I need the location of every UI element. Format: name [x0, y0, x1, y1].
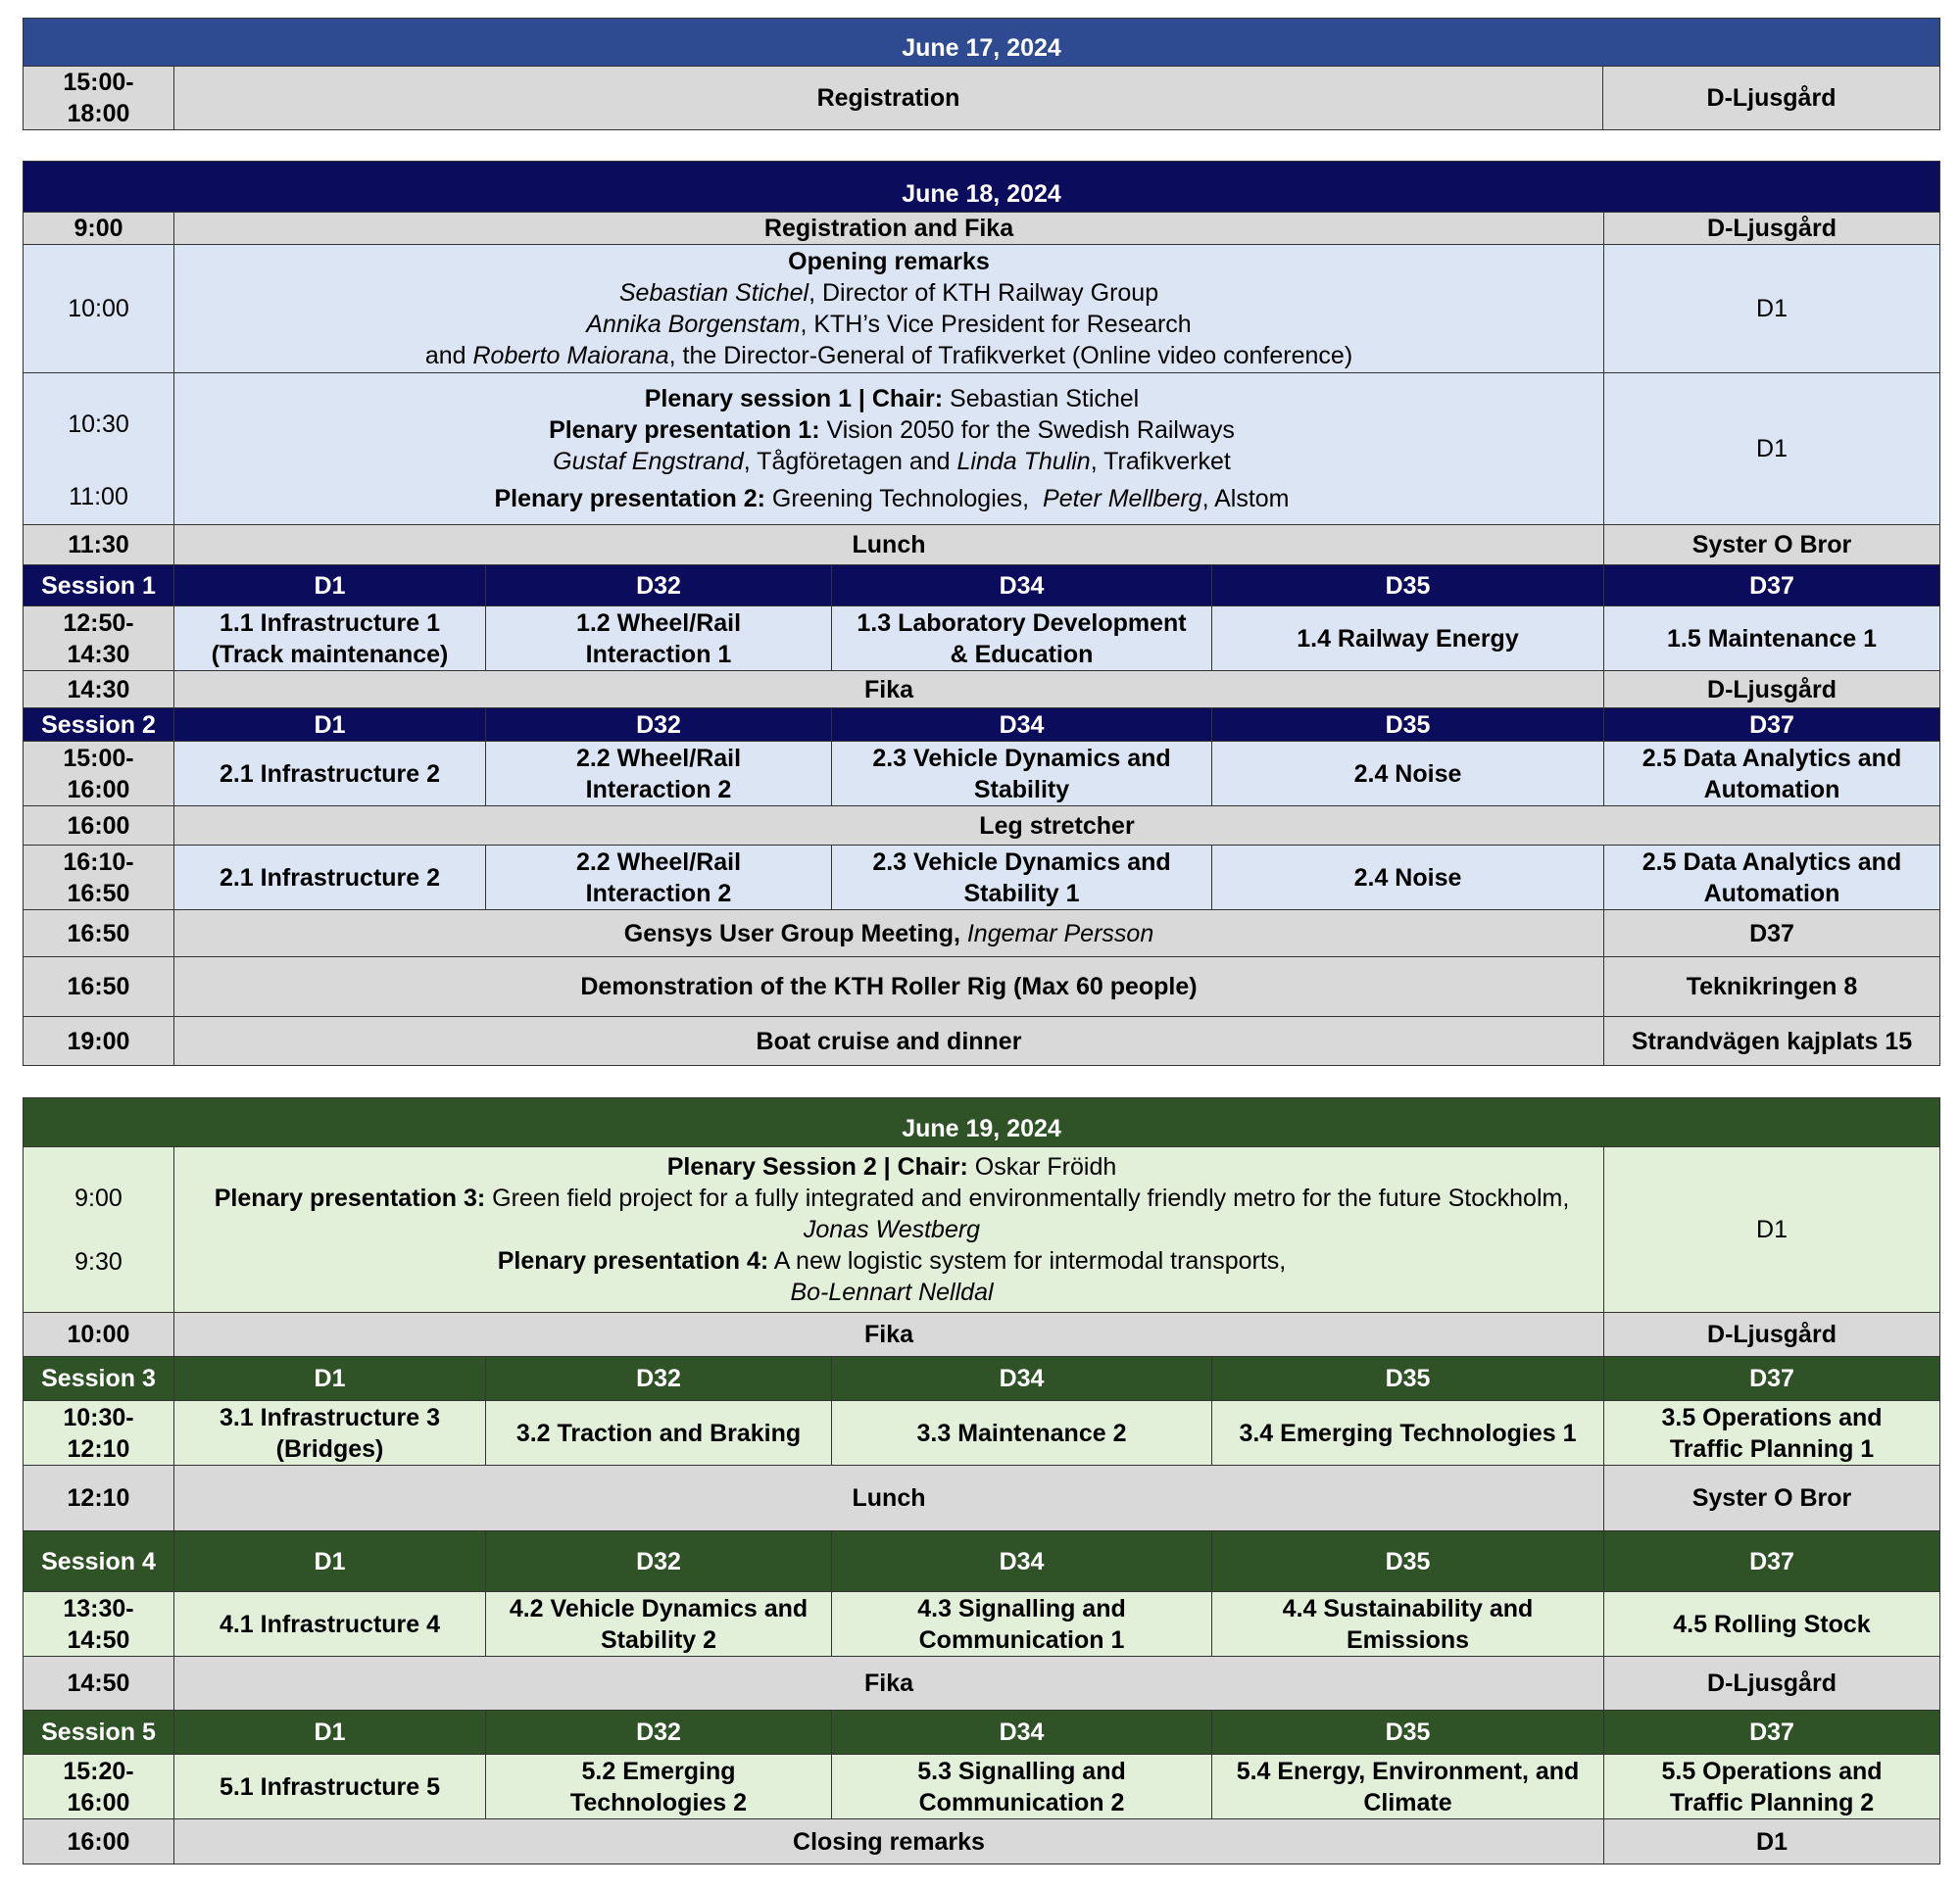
session1-room-header: D32	[486, 565, 832, 606]
session2-track: 2.3 Vehicle Dynamics and Stability	[832, 742, 1212, 806]
plenary-presentation-4	[188, 1245, 1595, 1277]
day2-registration-room: D-Ljusgård	[1604, 213, 1940, 245]
opening-remarks-time: 10:00	[24, 245, 174, 373]
plenary2-time-start: 9:00	[74, 1185, 122, 1212]
session4-room-header: D35	[1212, 1531, 1604, 1592]
day1-registration-time: 15:00- 18:00	[24, 67, 174, 130]
connector-text: and	[424, 342, 473, 369]
plenary1-time-start: 10:30	[68, 411, 129, 438]
demo-room: Teknikringen 8	[1604, 957, 1940, 1017]
day2-registration-event: Registration and Fika	[174, 213, 1604, 245]
gensys-room: D37	[1604, 910, 1940, 957]
plenary1-time-second: 11:00	[69, 483, 128, 510]
session1-room-header: D35	[1212, 565, 1604, 606]
demo-time: 16:50	[24, 957, 174, 1017]
speaker-affiliation: , Tågföretagen and	[743, 448, 957, 475]
speaker-role: , KTH’s Vice President for Research	[800, 311, 1192, 338]
plenary-presentation-1-speakers	[188, 446, 1595, 477]
speaker-affiliation: , Trafikverket	[1090, 448, 1231, 475]
day2-fika-time: 14:30	[24, 671, 174, 708]
presentation-label: Plenary presentation 2:	[494, 485, 765, 512]
speaker-name: Roberto Maiorana	[472, 342, 669, 369]
session2b-track: 2.1 Infrastructure 2	[174, 846, 486, 910]
session3-room-header: D32	[486, 1357, 832, 1401]
session1-room-header: D34	[832, 565, 1212, 606]
closing-room: D1	[1604, 1819, 1940, 1864]
session2-time: 15:00- 16:00	[24, 742, 174, 806]
session5-label: Session 5	[24, 1711, 174, 1755]
day2-lunch-room: Syster O Bror	[1604, 525, 1940, 565]
day2-fika-room: D-Ljusgård	[1604, 671, 1940, 708]
day3-fika2-event: Fika	[174, 1657, 1604, 1711]
session3-room-header: D37	[1604, 1357, 1940, 1401]
session2-track: 2.5 Data Analytics and Automation	[1604, 742, 1940, 806]
session3-room-header: D35	[1212, 1357, 1604, 1401]
leg-stretcher-event: Leg stretcher	[174, 806, 1940, 846]
day1-schedule-table	[23, 18, 1940, 130]
session4-track: 4.4 Sustainability and Emissions	[1212, 1592, 1604, 1657]
session3-track: 3.5 Operations and Traffic Planning 1	[1604, 1401, 1940, 1466]
demo-event: Demonstration of the KTH Roller Rig (Max 60 people)	[174, 957, 1604, 1017]
session3-room-header: D34	[832, 1357, 1212, 1401]
day3-date-header: June 19, 2024	[24, 1098, 1940, 1147]
session5-room-header: D1	[174, 1711, 486, 1755]
day3-fika2-time: 14:50	[24, 1657, 174, 1711]
closing-time: 16:00	[24, 1819, 174, 1864]
session2-room-header: D34	[832, 708, 1212, 742]
opening-remarks-line2	[182, 309, 1595, 340]
day2-fika-event: Fika	[174, 671, 1604, 708]
gensys-event: Gensys User Group Meeting,	[623, 919, 960, 947]
session4-track: 4.2 Vehicle Dynamics and Stability 2	[486, 1592, 832, 1657]
session1-track: 1.2 Wheel/Rail Interaction 1	[486, 606, 832, 671]
session4-room-header: D34	[832, 1531, 1212, 1592]
session4-room-header: D32	[486, 1531, 832, 1592]
leg-stretcher-time: 16:00	[24, 806, 174, 846]
session1-track: 1.4 Railway Energy	[1212, 606, 1604, 671]
plenary1-cell	[174, 373, 1604, 525]
session4-label: Session 4	[24, 1531, 174, 1592]
session4-track: 4.1 Infrastructure 4	[174, 1592, 486, 1657]
plenary2-time-second: 9:30	[74, 1248, 122, 1276]
day3-lunch-event: Lunch	[174, 1466, 1604, 1531]
session3-label: Session 3	[24, 1357, 174, 1401]
boat-event: Boat cruise and dinner	[174, 1017, 1604, 1066]
session3-track: 3.4 Emerging Technologies 1	[1212, 1401, 1604, 1466]
day2-schedule-table	[23, 161, 1940, 1066]
session5-track: 5.4 Energy, Environment, and Climate	[1212, 1755, 1604, 1819]
day1-registration-event: Registration	[174, 67, 1603, 130]
session2b-track: 2.4 Noise	[1212, 846, 1604, 910]
session4-time: 13:30- 14:50	[24, 1592, 174, 1657]
boat-time: 19:00	[24, 1017, 174, 1066]
plenary1-chair: Sebastian Stichel	[943, 385, 1140, 412]
day3-fika1-event: Fika	[174, 1313, 1604, 1357]
plenary-presentation-3	[188, 1183, 1595, 1245]
plenary2-times	[24, 1147, 174, 1313]
speaker-name: Bo-Lennart Nelldal	[790, 1279, 994, 1306]
session4-room-header: D37	[1604, 1531, 1940, 1592]
plenary1-title-label: Plenary session 1 | Chair:	[644, 385, 944, 412]
opening-remarks-line1	[182, 277, 1595, 309]
session3-track: 3.3 Maintenance 2	[832, 1401, 1212, 1466]
speaker-name: Peter Mellberg	[1043, 485, 1202, 512]
session2-track: 2.4 Noise	[1212, 742, 1604, 806]
session1-track: 1.1 Infrastructure 1 (Track maintenance)	[174, 606, 486, 671]
plenary1-title	[188, 383, 1595, 414]
day2-registration-time: 9:00	[24, 213, 174, 245]
closing-event: Closing remarks	[174, 1819, 1604, 1864]
session1-track: 1.3 Laboratory Development & Education	[832, 606, 1212, 671]
session3-room-header: D1	[174, 1357, 486, 1401]
session2-track: 2.2 Wheel/Rail Interaction 2	[486, 742, 832, 806]
session3-track: 3.2 Traction and Braking	[486, 1401, 832, 1466]
day3-fika2-room: D-Ljusgård	[1604, 1657, 1940, 1711]
session5-time: 15:20- 16:00	[24, 1755, 174, 1819]
session3-time: 10:30- 12:10	[24, 1401, 174, 1466]
plenary-presentation-1	[188, 414, 1595, 446]
session5-track: 5.3 Signalling and Communication 2	[832, 1755, 1212, 1819]
speaker-role: , Director of KTH Railway Group	[808, 279, 1159, 307]
speaker-affiliation: , Alstom	[1201, 485, 1290, 512]
session5-room-header: D34	[832, 1711, 1212, 1755]
session2-track: 2.1 Infrastructure 2	[174, 742, 486, 806]
opening-remarks-line3	[182, 340, 1595, 371]
session2b-time: 16:10- 16:50	[24, 846, 174, 910]
speaker-name: Sebastian Stichel	[618, 279, 809, 307]
session5-room-header: D35	[1212, 1711, 1604, 1755]
presentation-title: Greening Technologies,	[764, 485, 1044, 512]
plenary1-times	[24, 373, 174, 525]
session4-track: 4.3 Signalling and Communication 1	[832, 1592, 1212, 1657]
speaker-name: Jonas Westberg	[803, 1216, 981, 1243]
day3-fika1-room: D-Ljusgård	[1604, 1313, 1940, 1357]
plenary2-room: D1	[1604, 1147, 1940, 1313]
session2-room-header: D1	[174, 708, 486, 742]
day2-lunch-event: Lunch	[174, 525, 1604, 565]
plenary2-title-label: Plenary Session 2 | Chair:	[666, 1153, 968, 1181]
opening-remarks-cell	[174, 245, 1604, 373]
session5-track: 5.2 Emerging Technologies 2	[486, 1755, 832, 1819]
speaker-name: Gustaf Engstrand	[553, 448, 744, 475]
session4-track: 4.5 Rolling Stock	[1604, 1592, 1940, 1657]
session1-time: 12:50- 14:30	[24, 606, 174, 671]
session1-label: Session 1	[24, 565, 174, 606]
plenary2-cell	[174, 1147, 1604, 1313]
opening-remarks-room: D1	[1604, 245, 1940, 373]
speaker-name: Linda Thulin	[956, 448, 1091, 475]
presentation-label: Plenary presentation 4:	[497, 1247, 769, 1275]
session2-room-header: D37	[1604, 708, 1940, 742]
plenary2-title	[188, 1151, 1595, 1183]
presentation-title: A new logistic system for intermodal transports,	[768, 1247, 1287, 1275]
session2-label: Session 2	[24, 708, 174, 742]
presentation-label: Plenary presentation 3:	[214, 1185, 486, 1212]
gensys-event-cell	[174, 910, 1604, 957]
presentation-title: Vision 2050 for the Swedish Railways	[819, 416, 1235, 444]
session5-track: 5.5 Operations and Traffic Planning 2	[1604, 1755, 1940, 1819]
opening-remarks-title: Opening remarks	[788, 248, 990, 275]
day1-date-header: June 17, 2024	[24, 19, 1940, 67]
day3-fika1-time: 10:00	[24, 1313, 174, 1357]
plenary-presentation-2	[188, 483, 1595, 514]
day3-schedule-table	[23, 1097, 1940, 1864]
plenary2-chair: Oskar Fröidh	[967, 1153, 1117, 1181]
gensys-person: Ingemar Persson	[959, 919, 1154, 947]
gensys-time: 16:50	[24, 910, 174, 957]
boat-room: Strandvägen kajplats 15	[1604, 1017, 1940, 1066]
session3-track: 3.1 Infrastructure 3 (Bridges)	[174, 1401, 486, 1466]
session5-track: 5.1 Infrastructure 5	[174, 1755, 486, 1819]
day3-lunch-time: 12:10	[24, 1466, 174, 1531]
speaker-role: , the Director-General of Trafikverket (Online video conference)	[668, 342, 1353, 369]
session2b-track: 2.2 Wheel/Rail Interaction 2	[486, 846, 832, 910]
presentation-label: Plenary presentation 1:	[549, 416, 820, 444]
session1-room-header: D37	[1604, 565, 1940, 606]
session2b-track: 2.5 Data Analytics and Automation	[1604, 846, 1940, 910]
plenary1-room: D1	[1604, 373, 1940, 525]
day2-date-header: June 18, 2024	[24, 162, 1940, 213]
day3-lunch-room: Syster O Bror	[1604, 1466, 1940, 1531]
speaker-name: Annika Borgenstam	[586, 311, 801, 338]
day2-lunch-time: 11:30	[24, 525, 174, 565]
session2b-track: 2.3 Vehicle Dynamics and Stability 1	[832, 846, 1212, 910]
day1-registration-room: D-Ljusgård	[1603, 67, 1940, 130]
presentation-title: Green field project for a fully integrated and environmentally friendly metro for the future Stockholm,	[485, 1185, 1570, 1212]
session1-room-header: D1	[174, 565, 486, 606]
session4-room-header: D1	[174, 1531, 486, 1592]
session1-track: 1.5 Maintenance 1	[1604, 606, 1940, 671]
session2-room-header: D35	[1212, 708, 1604, 742]
session2-room-header: D32	[486, 708, 832, 742]
session5-room-header: D32	[486, 1711, 832, 1755]
session5-room-header: D37	[1604, 1711, 1940, 1755]
